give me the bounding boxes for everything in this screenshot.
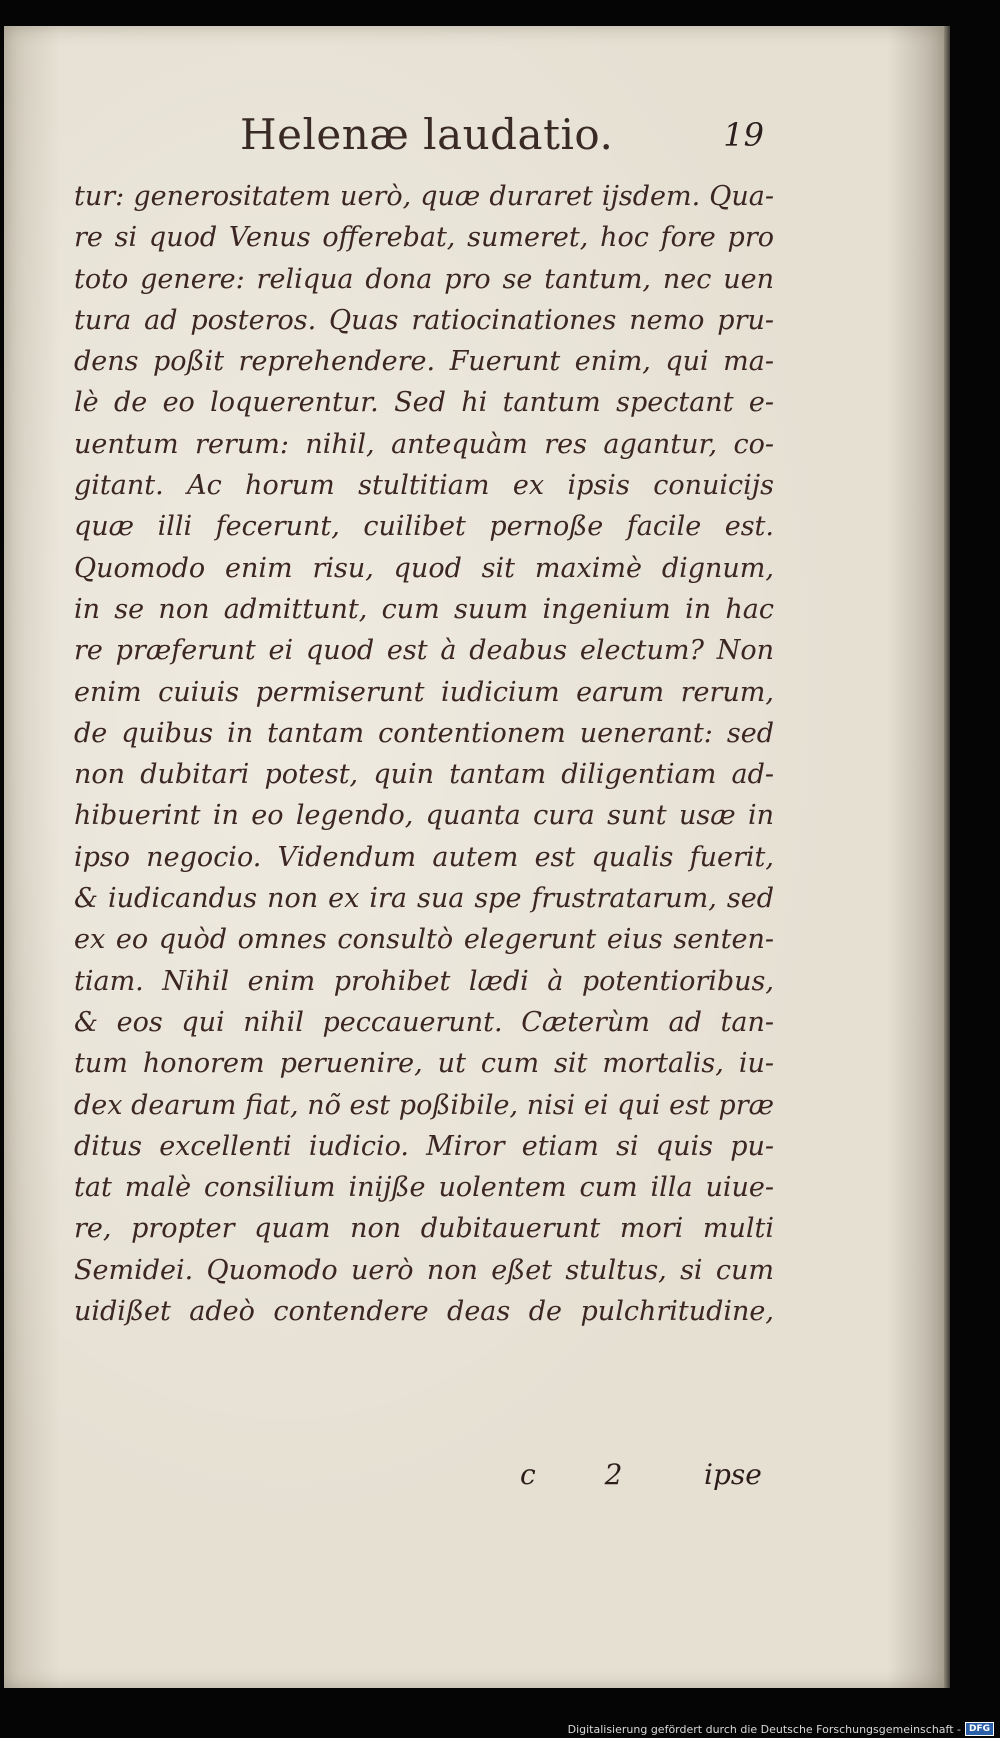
- text-line: non dubitari potest, quin tantam diligentiam ad-: [74, 759, 774, 791]
- credit-text: Digitalisierung gefördert durch die Deutsche Forschungsgemeinschaft -: [567, 1722, 961, 1736]
- text-line: uentum rerum: nihil, antequàm res agantur, co-: [74, 428, 774, 460]
- text-line: ex eo quòd omnes consultò elegerunt eius senten-: [74, 924, 774, 956]
- text-line: Semidei. Quomodo uerò non eßet stultus, si cum: [74, 1254, 774, 1286]
- text-line: uidißet adeò contendere deas de pulchritudine,: [74, 1296, 774, 1328]
- text-line: tur: generositatem uerò, quæ duraret ijsdem. Qua-: [74, 181, 774, 212]
- text-line: ditus excellenti iudicio. Miror etiam si quis pu-: [74, 1130, 774, 1162]
- page-number: 19: [723, 116, 764, 154]
- running-title: Helenæ laudatio.: [240, 110, 614, 159]
- dfg-logo-icon: DFG: [965, 1722, 994, 1736]
- text-line: Quomodo enim risu, quod sit maximè dignum,: [74, 552, 774, 584]
- text-line: quæ illi fecerunt, cuilibet pernoße facile est.: [74, 511, 774, 543]
- page-header: [240, 110, 764, 170]
- text-line: dens poßit reprehendere. Fuerunt enim, qui ma-: [74, 346, 774, 378]
- text-line: de quibus in tantam contentionem uenerant: sed: [74, 717, 774, 749]
- book-page: [4, 26, 944, 1688]
- text-line: tiam. Nihil enim prohibet lædi à potentioribus,: [74, 965, 774, 997]
- text-line: tat malè consilium inijße uolentem cum illa uiue-: [74, 1172, 774, 1204]
- text-line: re si quod Venus offerebat, sumeret, hoc fore pro: [74, 222, 774, 254]
- page-footer: [4, 1458, 944, 1498]
- body-text: [74, 176, 774, 1332]
- signature-mark: c 2: [520, 1458, 653, 1491]
- digitization-credit: [568, 1722, 994, 1736]
- text-line: & iudicandus non ex ira sua spe frustratarum, sed: [74, 883, 774, 915]
- text-line: in se non admittunt, cum suum ingenium in hac: [74, 593, 774, 625]
- text-line: & eos qui nihil peccauerunt. Cæterùm ad tan-: [74, 1006, 774, 1038]
- text-line: re præferunt ei quod est à deabus electum? Non: [74, 635, 774, 667]
- catchword: ipse: [704, 1458, 762, 1491]
- text-line: dex dearum fiat, nõ est poßibile, nisi ei qui est præ: [74, 1089, 774, 1121]
- text-line: enim cuiuis permiserunt iudicium earum rerum,: [74, 676, 774, 708]
- text-line: re, propter quam non dubitauerunt mori multi: [74, 1213, 774, 1245]
- text-line: ipso negocio. Videndum autem est qualis fuerit,: [74, 841, 774, 873]
- text-line: lè de eo loquerentur. Sed hi tantum spectant e-: [74, 387, 774, 419]
- text-line: gitant. Ac horum stultitiam ex ipsis conuicijs: [74, 470, 774, 502]
- text-line: tum honorem peruenire, ut cum sit mortalis, iu-: [74, 1048, 774, 1080]
- text-line: hibuerint in eo legendo, quanta cura sunt usæ in: [74, 800, 774, 832]
- text-line: tura ad posteros. Quas ratiocinationes nemo pru-: [74, 304, 774, 336]
- text-line: toto genere: reliqua dona pro se tantum, nec uen: [74, 263, 774, 295]
